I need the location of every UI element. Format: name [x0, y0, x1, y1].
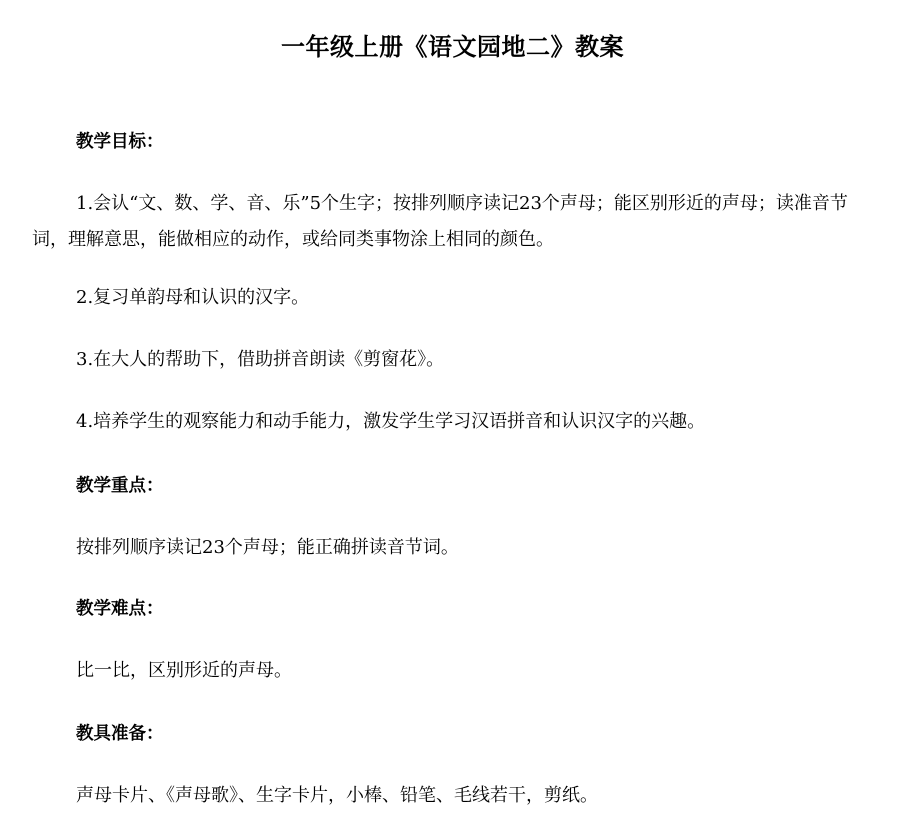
section-heading-key-points: 教学重点：	[76, 476, 164, 496]
objective-item-4: 4.培养学生的观察能力和动手能力，激发学生学习汉语拼音和认识汉字的兴趣。	[76, 411, 706, 432]
section-heading-objectives: 教学目标：	[76, 132, 164, 152]
key-point-item: 按排列顺序读记23个声母；能正确拼读音节词。	[76, 537, 459, 558]
materials-item: 声母卡片、《声母歌》、生字卡片，小棒、铅笔、毛线若干，剪纸。	[76, 785, 598, 806]
section-heading-difficulties: 教学难点：	[76, 599, 164, 619]
objective-item-2: 2.复习单韵母和认识的汉字。	[76, 287, 310, 308]
objective-item-3: 3.在大人的帮助下，借助拼音朗读《剪窗花》。	[76, 349, 445, 370]
document-title: 一年级上册《语文园地二》教案	[281, 33, 624, 61]
difficulty-item: 比一比，区别形近的声母。	[76, 660, 292, 681]
section-heading-materials: 教具准备：	[76, 724, 164, 744]
objective-item-1: 1.会认“文、数、学、音、乐”5个生字；按排列顺序读记23个声母；能区别形近的声母；读准音节词，理解意思，能做相应的动作，或给同类事物涂上相同的颜色。	[32, 193, 848, 250]
